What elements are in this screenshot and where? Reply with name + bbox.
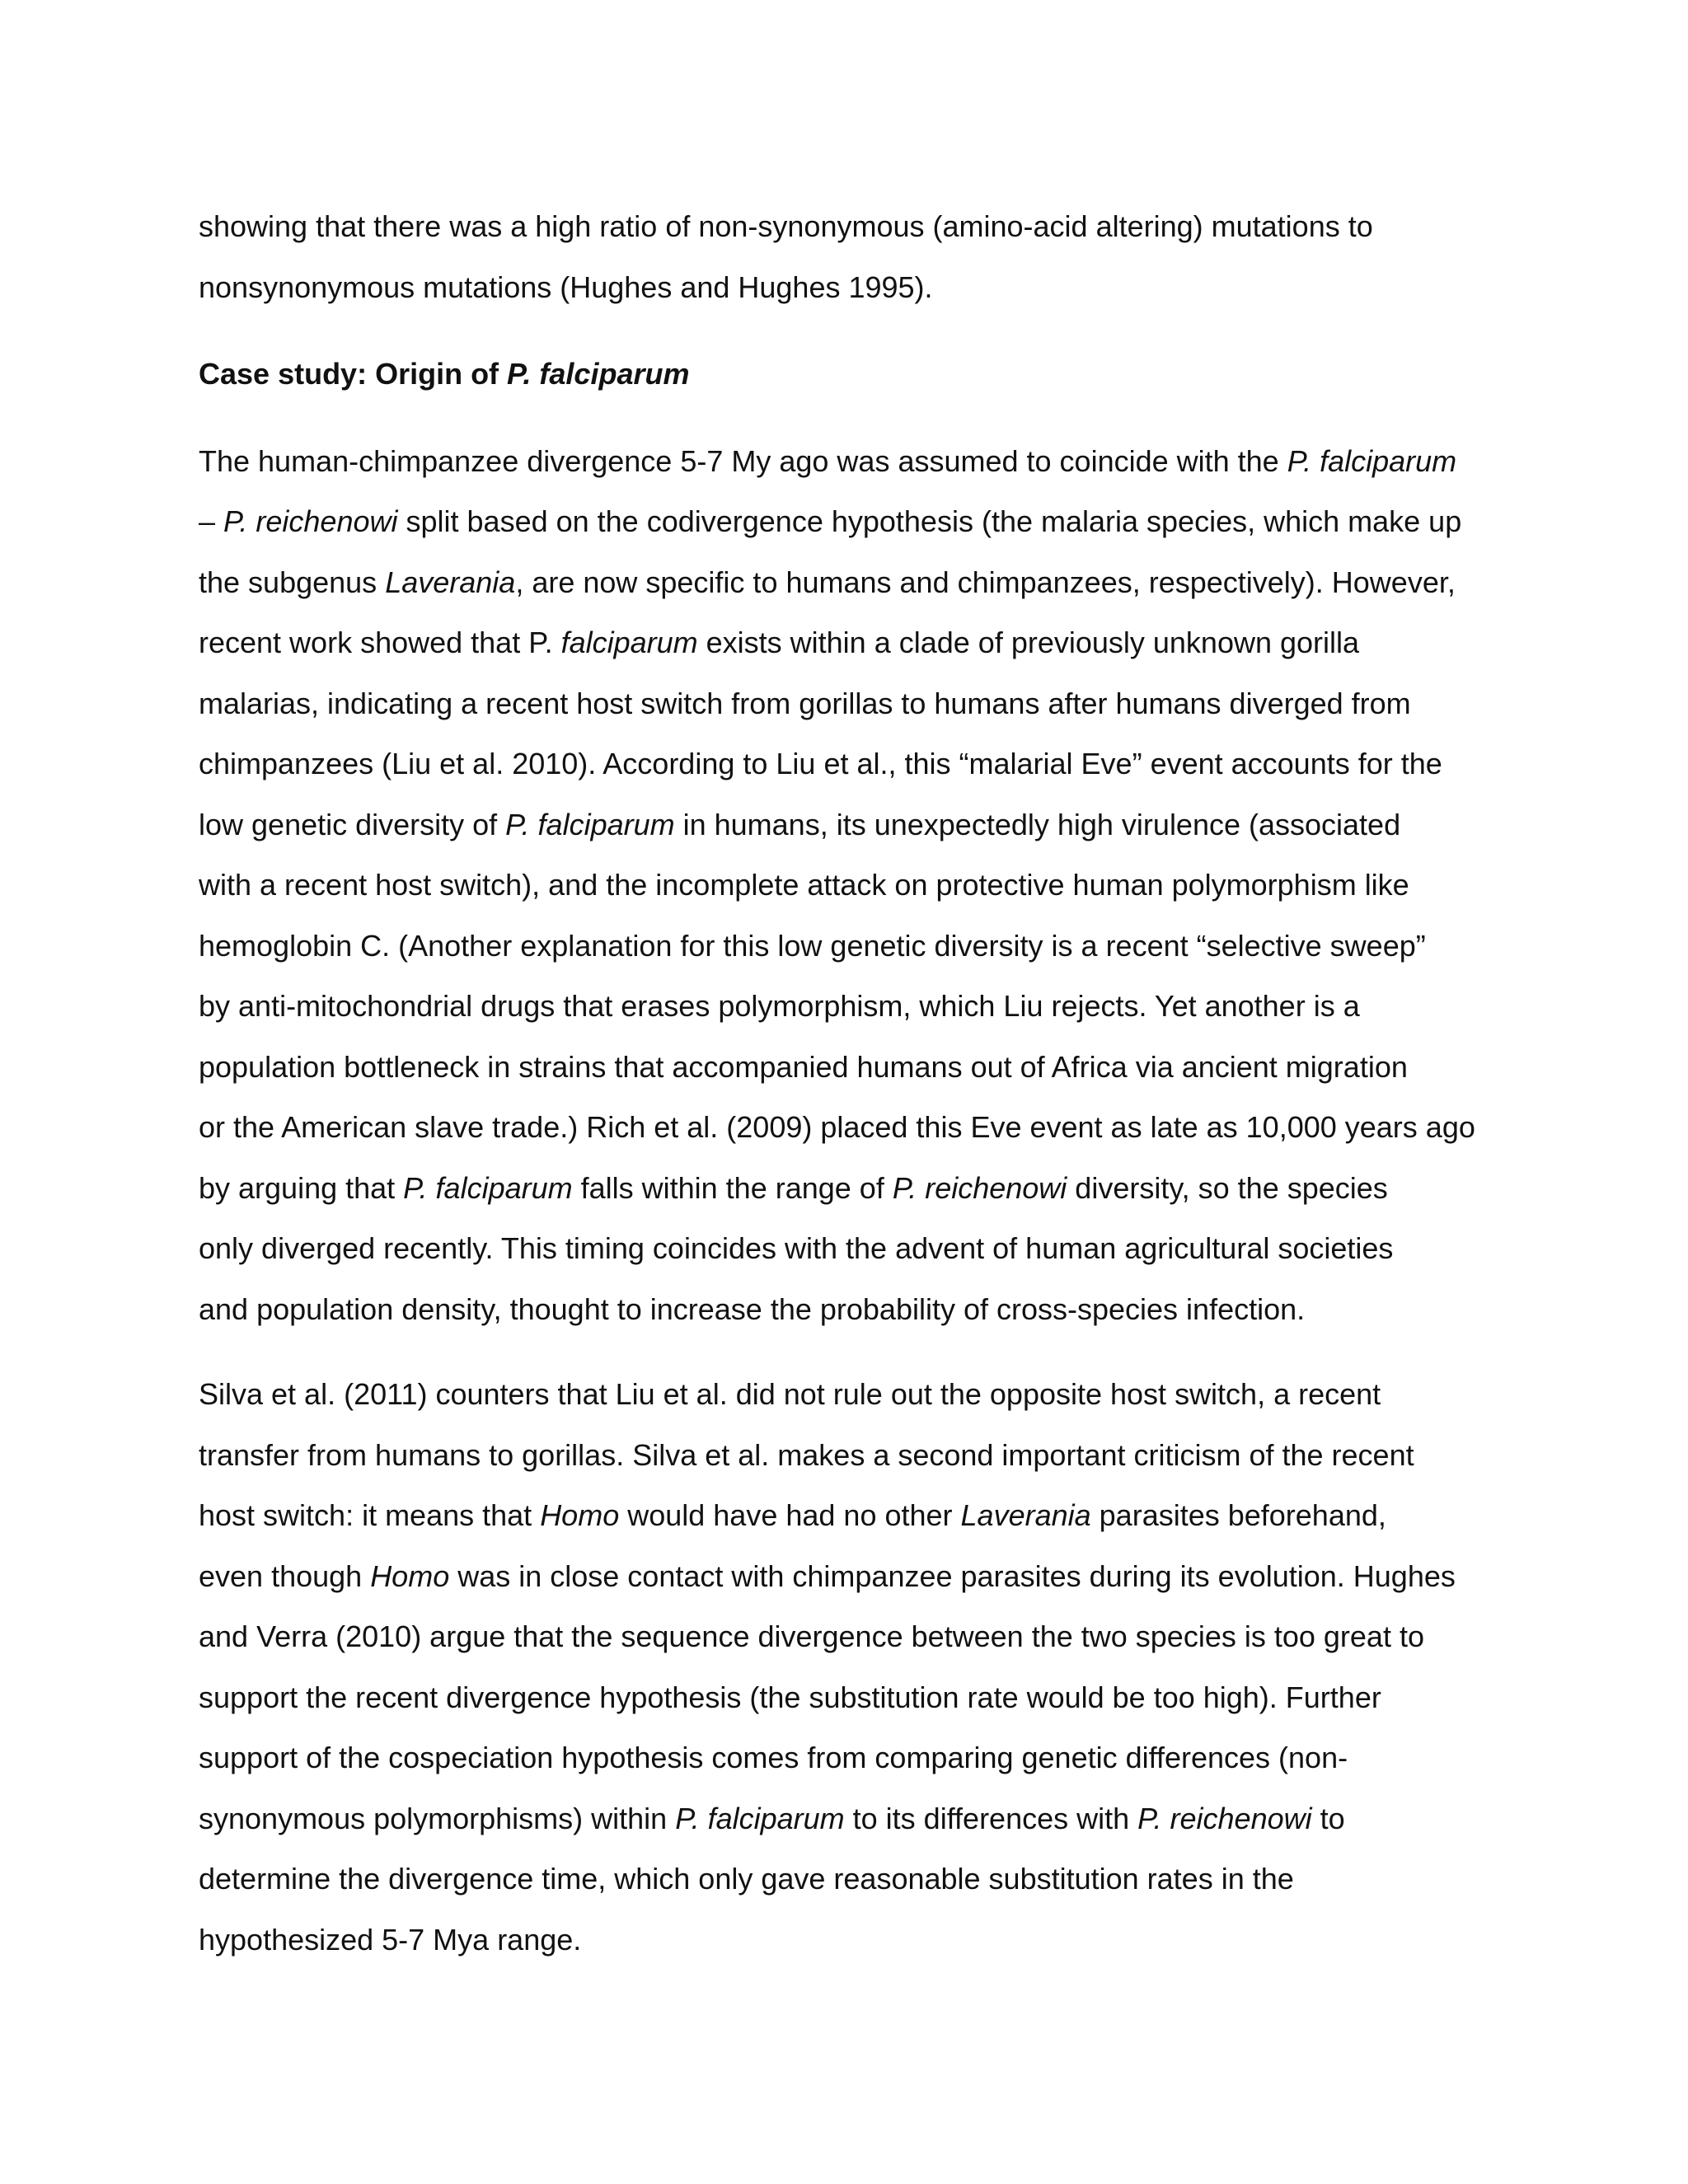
p1-line-12: or the American slave trade.) Rich et al. (2009) placed this Eve event as late as 10,000 years ago — [199, 1110, 1475, 1144]
p1-line-5: malarias, indicating a recent host switch from gorillas to humans after humans diverged from — [199, 686, 1411, 720]
intro-line-2: nonsynonymous mutations (Hughes and Hughes 1995). — [199, 269, 933, 304]
p1-line-9: hemoglobin C. (Another explanation for this low genetic diversity is a recent “selective sweep” — [199, 928, 1426, 963]
p1-line-11: population bottleneck in strains that accompanied humans out of Africa via ancient migration — [199, 1049, 1408, 1084]
intro-line-1: showing that there was a high ratio of non-synonymous (amino-acid altering) mutations to — [199, 209, 1373, 243]
p2-line-2: transfer from humans to gorillas. Silva et al. makes a second important criticism of the recent — [199, 1437, 1414, 1472]
p1-line-7: low genetic diversity of P. falciparum in humans, its unexpectedly high virulence (associated — [199, 807, 1401, 841]
p2-line-8: synonymous polymorphisms) within P. falciparum to its differences with P. reichenowi to — [199, 1801, 1345, 1835]
section-heading — [199, 344, 1501, 405]
p1-line-15: and population density, thought to increase the probability of cross-species infection. — [199, 1291, 1306, 1326]
heading-prefix: Case study: Origin of — [199, 357, 508, 391]
p1-line-8: with a recent host switch), and the incomplete attack on protective human polymorphism like — [199, 868, 1409, 902]
p2-line-10: hypothesized 5-7 Mya range. — [199, 1922, 582, 1957]
p2-line-7: support of the cospeciation hypothesis comes from comparing genetic differences (non- — [199, 1741, 1348, 1774]
document-page — [199, 196, 1501, 1970]
p1-line-6: chimpanzees (Liu et al. 2010). According to Liu et al., this “malarial Eve” event accounts for the — [199, 747, 1442, 780]
p1-line-10: by anti-mitochondrial drugs that erases polymorphism, which Liu rejects. Yet another is a — [199, 989, 1360, 1023]
p1-line-2: – P. reichenowi split based on the codivergence hypothesis (the malaria species, which make up — [199, 504, 1462, 538]
p1-line-4: recent work showed that P. falciparum exists within a clade of previously unknown gorilla — [199, 626, 1360, 659]
heading-species: P. falciparum — [507, 357, 690, 391]
p2-line-3: host switch: it means that Homo would have had no other Laverania parasites beforehand, — [199, 1498, 1386, 1532]
p2-line-9: determine the divergence time, which only gave reasonable substitution rates in the — [199, 1862, 1294, 1896]
p1-line-14: only diverged recently. This timing coincides with the advent of human agricultural societies — [199, 1231, 1394, 1265]
p2-line-5: and Verra (2010) argue that the sequence divergence between the two species is too great to — [199, 1619, 1424, 1653]
p1-line-1: The human-chimpanzee divergence 5-7 My ago was assumed to coincide with the P. falciparum — [199, 443, 1457, 478]
p1-line-3: the subgenus Laverania, are now specific to humans and chimpanzees, respectively). However, — [199, 565, 1456, 599]
p2-line-4: even though Homo was in close contact with chimpanzee parasites during its evolution. Hughes — [199, 1558, 1456, 1593]
p1-line-13: by arguing that P. falciparum falls within the range of P. reichenowi diversity, so the species — [199, 1170, 1388, 1205]
p2-line-6: support the recent divergence hypothesis (the substitution rate would be too high). Further — [199, 1680, 1381, 1714]
paragraph-2 — [199, 1364, 1501, 1970]
p2-line-1: Silva et al. (2011) counters that Liu et al. did not rule out the opposite host switch, a recent — [199, 1377, 1381, 1411]
paragraph-1 — [199, 431, 1501, 1340]
intro-paragraph — [199, 196, 1501, 317]
